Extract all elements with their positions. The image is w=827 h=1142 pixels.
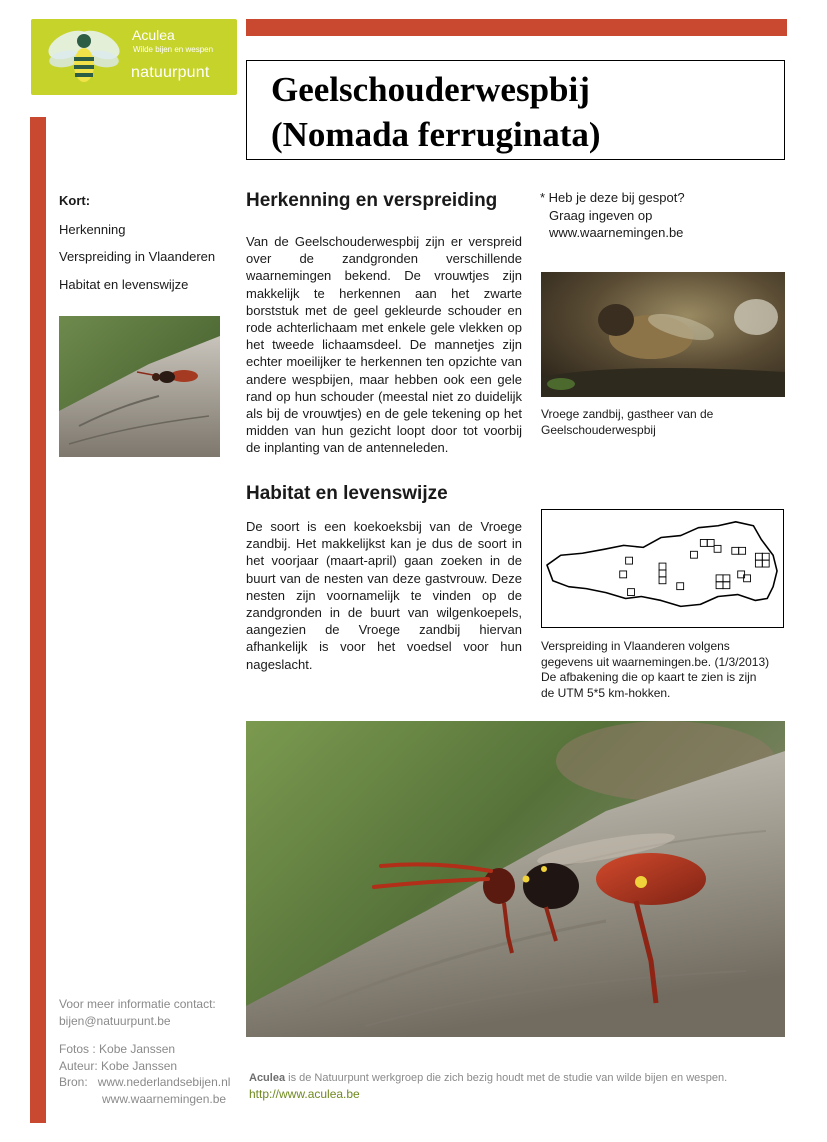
spotted-line-1: * Heb je deze bij gespot?: [540, 190, 685, 205]
credits-auteur: Auteur: Kobe Janssen: [59, 1058, 178, 1073]
logo-name: Aculea: [132, 27, 175, 43]
spotted-note: [540, 189, 685, 242]
spotted-line-2: Graag ingeven op: [549, 207, 653, 223]
contact-block: [59, 996, 216, 1029]
logo-tagline: Wilde bijen en wespen: [133, 45, 214, 54]
credits-block: [59, 1041, 249, 1107]
map-caption-line-2: gegevens uit waarnemingen.be. (1/3/2013): [541, 654, 770, 669]
host-bee-caption: [541, 407, 713, 438]
contact-label: Voor meer informatie contact:: [59, 997, 216, 1011]
bron-label: Bron:: [59, 1075, 88, 1089]
sidebar-bee-photo: [59, 316, 220, 457]
host-caption-line-1: Vroege zandbij, gastheer van de: [541, 407, 714, 421]
habitat-text: De soort is een koekoeksbij van de Vroege zandbij. Het makkelijkst kan je dus de soort in het voorjaar (maart-april) gaan zoeken in de buurt van de nesten van deze gastvrouw. Deze nesten zijn voornamelijk te vinden op de zandgronden in de buurt van wilgenkoepels, aangezien de Vroege zandbij hiervan afhankelijk is voor het voedsel voor hun nageslacht.: [246, 519, 522, 672]
aculea-text: is de Natuurpunt werkgroep die zich bezig houdt met de studie van wilde bijen en wespen.: [285, 1072, 728, 1084]
credits-fotos: Fotos : Kobe Janssen: [59, 1042, 176, 1056]
map-caption-line-4: de UTM 5*5 km-hokken.: [541, 685, 671, 700]
title-scientific-name: (Nomada ferruginata): [271, 115, 601, 154]
distribution-map: [541, 509, 784, 628]
sidebar-item-herkenning[interactable]: Herkenning: [59, 222, 126, 237]
sidebar-item-habitat[interactable]: Habitat en levenswijze: [59, 277, 189, 292]
herkenning-heading: Herkenning en verspreiding: [246, 190, 498, 211]
map-caption-line-3: De afbakening die op kaart te zien is zijn: [541, 670, 757, 685]
top-accent-bar: [246, 19, 787, 36]
title-common-name: Geelschouderwespbij: [271, 70, 590, 109]
bron-link-2[interactable]: www.waarnemingen.be: [102, 1091, 227, 1106]
host-bee-photo: [541, 272, 785, 397]
main-bee-photo: [246, 721, 785, 1037]
logo-org: natuurpunt: [131, 64, 210, 81]
bron-link-1[interactable]: www.nederlandsebijen.nl: [97, 1075, 231, 1089]
aculea-logo[interactable]: [31, 19, 237, 95]
aculea-link[interactable]: http://www.aculea.be: [249, 1087, 360, 1101]
map-caption: [541, 639, 769, 701]
herkenning-text: Van de Geelschouderwespbij zijn er verspreid over de zandgronden verschillende waarnemingen bekend. De vrouwtjes zijn makkelijk te herkennen aan het zwarte borststuk met de geel gekleurde schouder en rode achterlichaam met enkele gele vlekken op het tweede lichaamsdeel. De mannetjes zijn echter moeilijker te herkennen ten opzichte van andere wespbijen, maar hebben ook een gele rand op hun schouder (meestal niet zo duidelijk als bij de vrouwtjes) en de gele tekening op het midden van hun gezicht loopt door tot voorbij de inplanting van de antenneleden.: [246, 234, 522, 456]
host-caption-line-2: Geelschouderwespbij: [541, 422, 656, 437]
bee-logo-icon: [39, 23, 129, 89]
left-accent-bar: [30, 117, 46, 1123]
page-title: [271, 67, 601, 157]
aculea-description: [249, 1070, 727, 1086]
sidebar-item-verspreiding[interactable]: Verspreiding in Vlaanderen: [59, 249, 216, 264]
spotted-link[interactable]: www.waarnemingen.be: [549, 225, 684, 240]
sidebar-heading: Kort:: [59, 193, 91, 208]
title-box: [246, 60, 785, 160]
habitat-heading: Habitat en levenswijze: [246, 483, 448, 504]
aculea-name: Aculea: [249, 1072, 286, 1084]
map-caption-line-1: Verspreiding in Vlaanderen volgens: [541, 639, 730, 653]
credits-bron: [59, 1074, 249, 1091]
contact-email[interactable]: bijen@natuurpunt.be: [59, 1013, 171, 1028]
